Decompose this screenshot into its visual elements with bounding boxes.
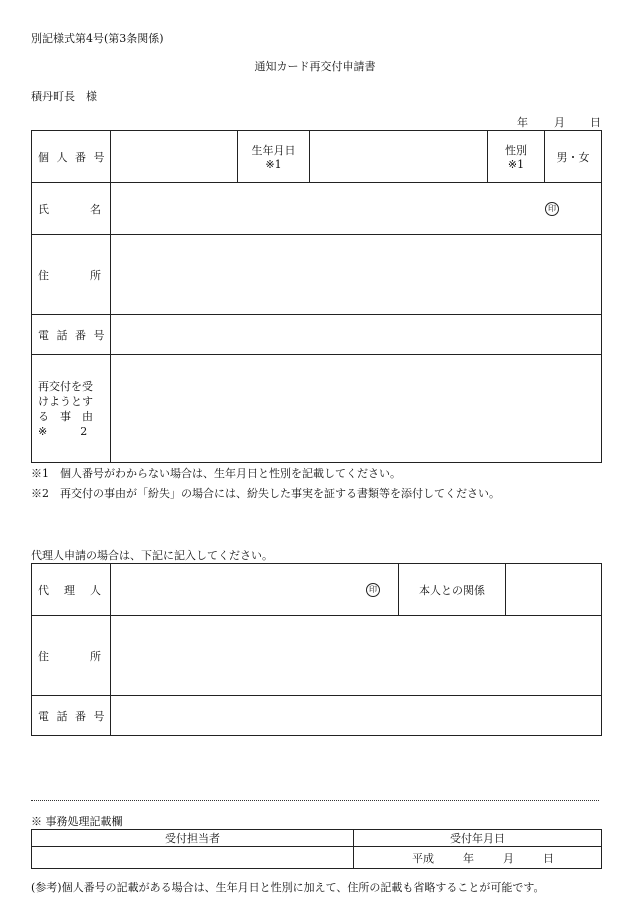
- form-number: 別記様式第4号(第3条関係): [31, 32, 164, 45]
- address-label: 住 所: [32, 235, 111, 315]
- birthdate-label: 生年月日 ※1: [238, 131, 310, 183]
- received-date-label: 受付年月日: [354, 830, 602, 847]
- applicant-table: [31, 130, 602, 463]
- era-label: 平成: [412, 851, 434, 865]
- agent-label: 代 理 人: [32, 564, 111, 616]
- relation-label: 本人との関係: [399, 564, 506, 616]
- reason-label: 再交付を受 けようとす る 事 由 ※ 2: [32, 355, 111, 463]
- receiver-label: 受付担当者: [32, 830, 354, 847]
- reference-note: (参考)個人番号の記載がある場合は、生年月日と性別に加えて、住所の記載も省略することが可能です。: [31, 881, 545, 894]
- office-year-label: 年: [463, 851, 474, 865]
- sex-field[interactable]: 男・女: [545, 131, 602, 183]
- birthdate-field[interactable]: [310, 131, 488, 183]
- agent-phone-label: 電 話 番 号: [32, 696, 111, 736]
- note-2: ※2 再交付の事由が「紛失」の場合には、紛失した事実を証する書類等を添付してください。: [31, 487, 500, 500]
- reason-field[interactable]: [111, 355, 602, 463]
- address-field[interactable]: [111, 235, 602, 315]
- office-day-label: 日: [543, 851, 554, 865]
- agent-seal-mark: 印: [366, 583, 380, 597]
- form-title: 通知カード再交付申請書: [254, 60, 376, 73]
- agent-name-field[interactable]: [111, 564, 399, 616]
- date-month-label: 月: [554, 116, 565, 129]
- name-label: 氏 名: [32, 183, 111, 235]
- date-year-label: 年: [517, 116, 528, 129]
- office-heading: ※ 事務処理記載欄: [31, 815, 123, 828]
- phone-field[interactable]: [111, 315, 602, 355]
- agent-address-field[interactable]: [111, 616, 602, 696]
- sex-label: 性別 ※1: [488, 131, 545, 183]
- date-day-label: 日: [590, 116, 601, 129]
- seal-mark: 印: [545, 202, 559, 216]
- addressee: 積丹町長 様: [31, 90, 97, 103]
- note-1: ※1 個人番号がわからない場合は、生年月日と性別を記載してください。: [31, 467, 401, 480]
- phone-label: 電 話 番 号: [32, 315, 111, 355]
- receiver-field[interactable]: [32, 847, 354, 869]
- agent-address-label: 住 所: [32, 616, 111, 696]
- relation-field[interactable]: [506, 564, 602, 616]
- office-table: [31, 829, 602, 869]
- received-date-field[interactable]: [354, 847, 602, 869]
- agent-phone-field[interactable]: [111, 696, 602, 736]
- agent-intro: 代理人申請の場合は、下記に記入してください。: [31, 549, 273, 562]
- personal-number-field[interactable]: [111, 131, 238, 183]
- office-month-label: 月: [503, 851, 514, 865]
- personal-number-label: 個 人 番 号: [32, 131, 111, 183]
- name-field[interactable]: [111, 183, 602, 235]
- cut-line: [31, 800, 599, 801]
- agent-table: [31, 563, 602, 736]
